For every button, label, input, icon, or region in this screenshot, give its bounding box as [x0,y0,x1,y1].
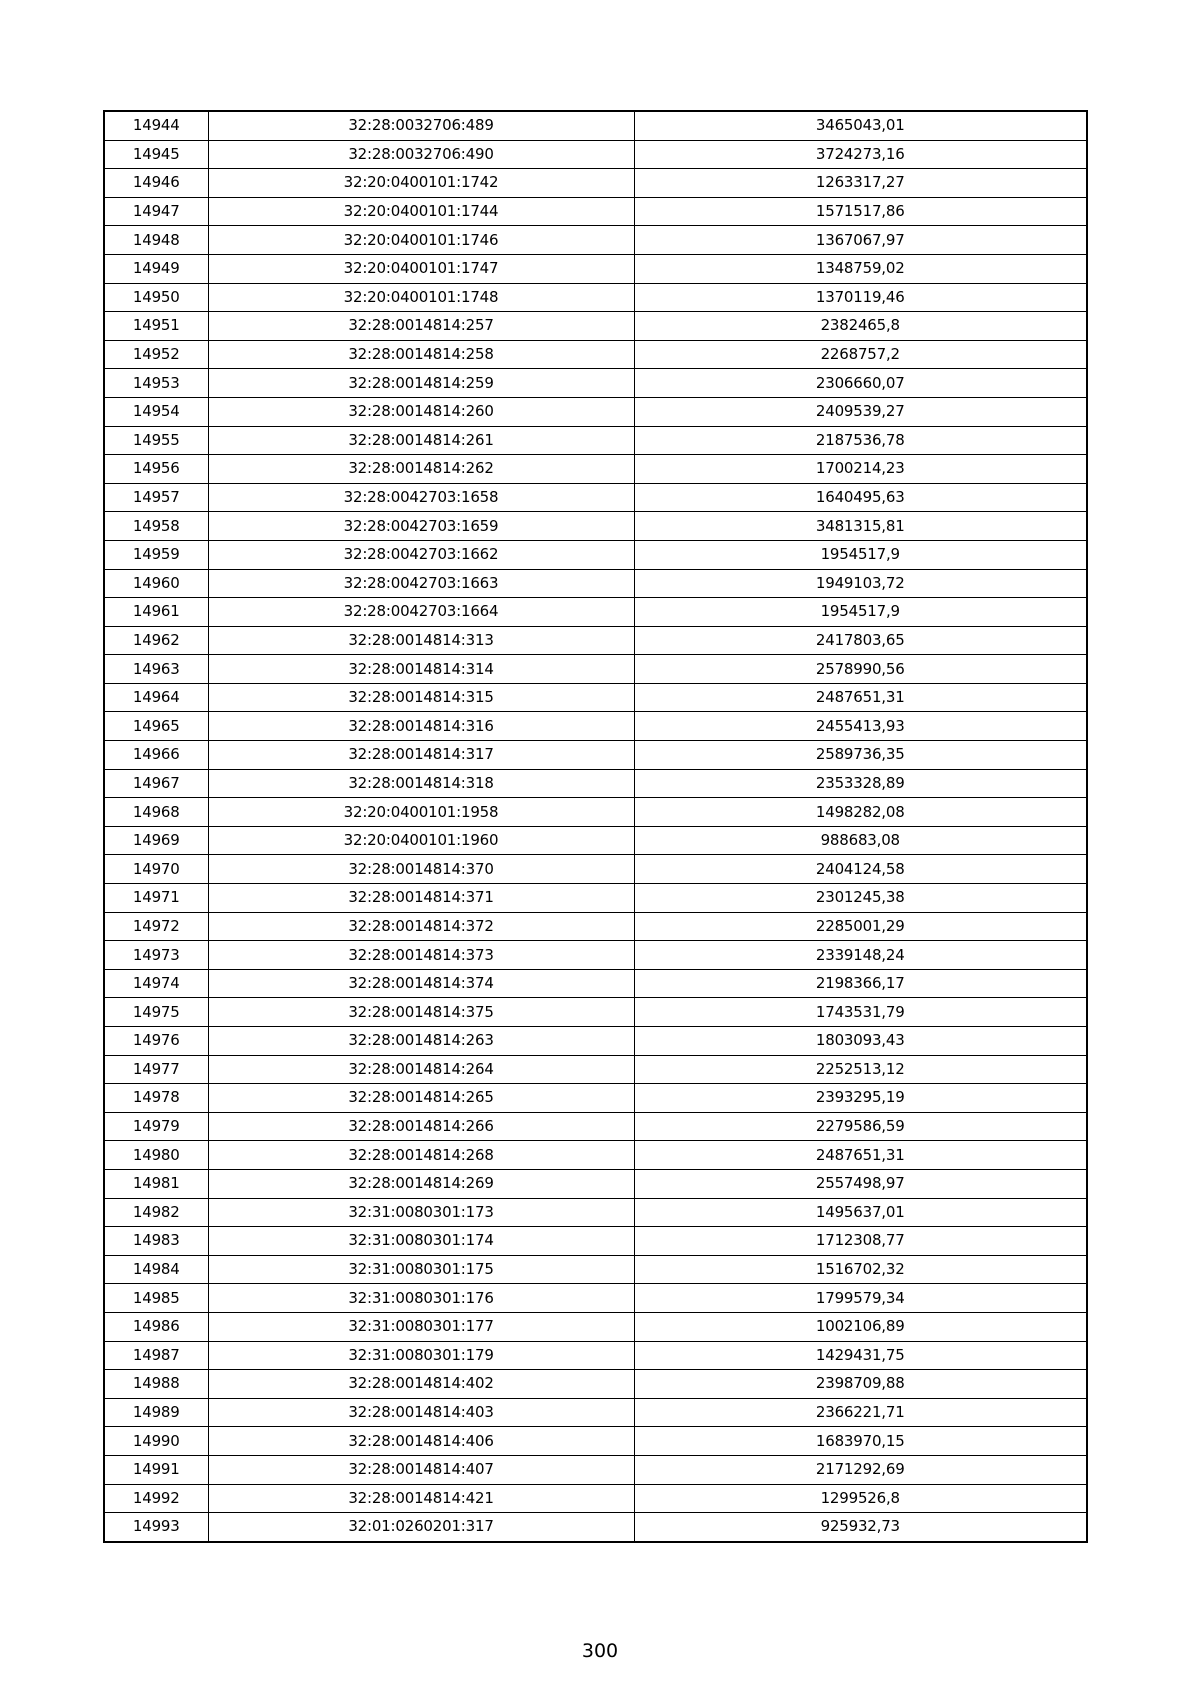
table-row [104,1055,1087,1084]
row-number-cell: 14963 [104,655,208,684]
cadastral-value-cell: 2382465,8 [634,312,1087,341]
row-number-cell: 14970 [104,855,208,884]
cadastral-number-cell: 32:28:0014814:371 [208,884,634,913]
row-number-cell: 14971 [104,884,208,913]
cadastral-value-cell: 1640495,63 [634,483,1087,512]
row-number-cell: 14961 [104,598,208,627]
row-number-cell: 14992 [104,1484,208,1513]
table-row [104,826,1087,855]
cadastral-value-cell: 2279586,59 [634,1112,1087,1141]
cadastral-number-cell: 32:28:0014814:403 [208,1398,634,1427]
table-row [104,941,1087,970]
cadastral-number-cell: 32:20:0400101:1742 [208,169,634,198]
table-row [104,912,1087,941]
cadastral-number-cell: 32:28:0014814:266 [208,1112,634,1141]
table-row [104,169,1087,198]
row-number-cell: 14967 [104,769,208,798]
row-number-cell: 14951 [104,312,208,341]
cadastral-value-cell: 2252513,12 [634,1055,1087,1084]
cadastral-number-cell: 32:28:0032706:489 [208,111,634,140]
cadastral-value-table [103,110,1088,1543]
row-number-cell: 14977 [104,1055,208,1084]
cadastral-number-cell: 32:28:0014814:374 [208,969,634,998]
table-row [104,626,1087,655]
table-row [104,798,1087,827]
cadastral-number-cell: 32:28:0014814:421 [208,1484,634,1513]
table-row [104,1084,1087,1113]
row-number-cell: 14976 [104,1027,208,1056]
row-number-cell: 14954 [104,397,208,426]
row-number-cell: 14953 [104,369,208,398]
cadastral-number-cell: 32:31:0080301:179 [208,1341,634,1370]
cadastral-number-cell: 32:20:0400101:1744 [208,197,634,226]
cadastral-number-cell: 32:28:0014814:257 [208,312,634,341]
cadastral-number-cell: 32:20:0400101:1748 [208,283,634,312]
cadastral-value-cell: 1429431,75 [634,1341,1087,1370]
cadastral-value-cell: 3724273,16 [634,140,1087,169]
cadastral-number-cell: 32:28:0014814:263 [208,1027,634,1056]
row-number-cell: 14983 [104,1227,208,1256]
row-number-cell: 14968 [104,798,208,827]
row-number-cell: 14984 [104,1255,208,1284]
row-number-cell: 14944 [104,111,208,140]
table-row [104,598,1087,627]
table-row [104,1427,1087,1456]
cadastral-number-cell: 32:31:0080301:174 [208,1227,634,1256]
table-row [104,1455,1087,1484]
row-number-cell: 14948 [104,226,208,255]
cadastral-number-cell: 32:28:0014814:262 [208,455,634,484]
row-number-cell: 14988 [104,1370,208,1399]
table-row [104,540,1087,569]
table-row [104,655,1087,684]
cadastral-value-cell: 1712308,77 [634,1227,1087,1256]
table-row [104,969,1087,998]
cadastral-number-cell: 32:01:0260201:317 [208,1513,634,1542]
cadastral-value-cell: 1949103,72 [634,569,1087,598]
row-number-cell: 14946 [104,169,208,198]
cadastral-value-cell: 1367067,97 [634,226,1087,255]
cadastral-value-cell: 2557498,97 [634,1169,1087,1198]
table-row [104,741,1087,770]
cadastral-value-cell: 1799579,34 [634,1284,1087,1313]
cadastral-value-cell: 2339148,24 [634,941,1087,970]
cadastral-value-cell: 2578990,56 [634,655,1087,684]
cadastral-number-cell: 32:20:0400101:1746 [208,226,634,255]
cadastral-number-cell: 32:28:0014814:316 [208,712,634,741]
cadastral-value-cell: 1571517,86 [634,197,1087,226]
cadastral-value-cell: 2353328,89 [634,769,1087,798]
table-row [104,455,1087,484]
cadastral-number-cell: 32:28:0042703:1658 [208,483,634,512]
cadastral-value-cell: 2393295,19 [634,1084,1087,1113]
row-number-cell: 14962 [104,626,208,655]
table-row [104,1484,1087,1513]
row-number-cell: 14982 [104,1198,208,1227]
row-number-cell: 14955 [104,426,208,455]
row-number-cell: 14957 [104,483,208,512]
cadastral-number-cell: 32:28:0014814:317 [208,741,634,770]
table-row [104,340,1087,369]
table-row [104,283,1087,312]
cadastral-value-cell: 1263317,27 [634,169,1087,198]
table-row [104,512,1087,541]
row-number-cell: 14993 [104,1513,208,1542]
cadastral-number-cell: 32:28:0042703:1663 [208,569,634,598]
cadastral-value-cell: 3465043,01 [634,111,1087,140]
cadastral-number-cell: 32:28:0042703:1664 [208,598,634,627]
row-number-cell: 14966 [104,741,208,770]
row-number-cell: 14947 [104,197,208,226]
cadastral-value-cell: 2404124,58 [634,855,1087,884]
row-number-cell: 14973 [104,941,208,970]
cadastral-value-cell: 2171292,69 [634,1455,1087,1484]
row-number-cell: 14972 [104,912,208,941]
table-row [104,998,1087,1027]
row-number-cell: 14978 [104,1084,208,1113]
cadastral-number-cell: 32:28:0014814:370 [208,855,634,884]
cadastral-value-cell: 2366221,71 [634,1398,1087,1427]
cadastral-value-cell: 988683,08 [634,826,1087,855]
row-number-cell: 14945 [104,140,208,169]
cadastral-number-cell: 32:28:0014814:375 [208,998,634,1027]
row-number-cell: 14987 [104,1341,208,1370]
cadastral-number-cell: 32:28:0032706:490 [208,140,634,169]
row-number-cell: 14980 [104,1141,208,1170]
table-row [104,712,1087,741]
cadastral-value-cell: 2301245,38 [634,884,1087,913]
table-row [104,1169,1087,1198]
table-row [104,140,1087,169]
row-number-cell: 14989 [104,1398,208,1427]
table-row [104,226,1087,255]
table-row [104,1370,1087,1399]
table-row [104,769,1087,798]
cadastral-number-cell: 32:28:0014814:407 [208,1455,634,1484]
cadastral-number-cell: 32:28:0014814:259 [208,369,634,398]
cadastral-number-cell: 32:20:0400101:1747 [208,254,634,283]
cadastral-value-cell: 1516702,32 [634,1255,1087,1284]
cadastral-value-cell: 2455413,93 [634,712,1087,741]
cadastral-value-cell: 1954517,9 [634,540,1087,569]
cadastral-number-cell: 32:28:0014814:402 [208,1370,634,1399]
table-row [104,1227,1087,1256]
table-row [104,855,1087,884]
cadastral-number-cell: 32:28:0014814:269 [208,1169,634,1198]
cadastral-number-cell: 32:31:0080301:177 [208,1312,634,1341]
row-number-cell: 14952 [104,340,208,369]
table-row [104,1312,1087,1341]
cadastral-number-cell: 32:28:0014814:318 [208,769,634,798]
cadastral-number-cell: 32:28:0014814:268 [208,1141,634,1170]
table-row [104,1513,1087,1542]
table-body [104,111,1087,1542]
row-number-cell: 14959 [104,540,208,569]
cadastral-value-cell: 2487651,31 [634,683,1087,712]
cadastral-value-cell: 925932,73 [634,1513,1087,1542]
page-number: 300 [581,1640,619,1662]
cadastral-number-cell: 32:28:0014814:315 [208,683,634,712]
table-row [104,1398,1087,1427]
table-row [104,312,1087,341]
row-number-cell: 14985 [104,1284,208,1313]
table-row [104,683,1087,712]
cadastral-value-cell: 2285001,29 [634,912,1087,941]
cadastral-number-cell: 32:28:0014814:264 [208,1055,634,1084]
row-number-cell: 14986 [104,1312,208,1341]
table-row [104,426,1087,455]
row-number-cell: 14990 [104,1427,208,1456]
cadastral-value-cell: 1498282,08 [634,798,1087,827]
cadastral-number-cell: 32:28:0042703:1662 [208,540,634,569]
cadastral-value-cell: 1002106,89 [634,1312,1087,1341]
cadastral-value-cell: 2187536,78 [634,426,1087,455]
row-number-cell: 14960 [104,569,208,598]
table-row [104,1198,1087,1227]
row-number-cell: 14975 [104,998,208,1027]
table-row [104,1284,1087,1313]
row-number-cell: 14965 [104,712,208,741]
table-row [104,111,1087,140]
cadastral-number-cell: 32:28:0014814:265 [208,1084,634,1113]
cadastral-number-cell: 32:20:0400101:1958 [208,798,634,827]
row-number-cell: 14964 [104,683,208,712]
table-row [104,397,1087,426]
table-row [104,197,1087,226]
table-row [104,569,1087,598]
cadastral-number-cell: 32:28:0014814:258 [208,340,634,369]
cadastral-number-cell: 32:28:0014814:313 [208,626,634,655]
row-number-cell: 14956 [104,455,208,484]
cadastral-value-cell: 1700214,23 [634,455,1087,484]
cadastral-number-cell: 32:28:0014814:314 [208,655,634,684]
table-row [104,1112,1087,1141]
table-row [104,884,1087,913]
table-row [104,483,1087,512]
row-number-cell: 14981 [104,1169,208,1198]
cadastral-value-cell: 1370119,46 [634,283,1087,312]
cadastral-number-cell: 32:28:0014814:406 [208,1427,634,1456]
cadastral-number-cell: 32:31:0080301:175 [208,1255,634,1284]
cadastral-value-cell: 2306660,07 [634,369,1087,398]
cadastral-number-cell: 32:31:0080301:173 [208,1198,634,1227]
cadastral-number-cell: 32:28:0014814:261 [208,426,634,455]
cadastral-value-cell: 1348759,02 [634,254,1087,283]
table-row [104,254,1087,283]
cadastral-value-cell: 2417803,65 [634,626,1087,655]
table-row [104,1141,1087,1170]
cadastral-number-cell: 32:28:0014814:260 [208,397,634,426]
cadastral-number-cell: 32:28:0014814:373 [208,941,634,970]
cadastral-number-cell: 32:31:0080301:176 [208,1284,634,1313]
row-number-cell: 14949 [104,254,208,283]
cadastral-value-cell: 1299526,8 [634,1484,1087,1513]
cadastral-value-cell: 2268757,2 [634,340,1087,369]
row-number-cell: 14974 [104,969,208,998]
cadastral-value-cell: 2487651,31 [634,1141,1087,1170]
cadastral-value-cell: 2198366,17 [634,969,1087,998]
cadastral-number-cell: 32:20:0400101:1960 [208,826,634,855]
cadastral-value-cell: 1495637,01 [634,1198,1087,1227]
cadastral-value-cell: 2398709,88 [634,1370,1087,1399]
cadastral-value-cell: 1954517,9 [634,598,1087,627]
row-number-cell: 14969 [104,826,208,855]
row-number-cell: 14958 [104,512,208,541]
cadastral-value-cell: 1683970,15 [634,1427,1087,1456]
row-number-cell: 14991 [104,1455,208,1484]
table-row [104,369,1087,398]
cadastral-value-cell: 2589736,35 [634,741,1087,770]
row-number-cell: 14979 [104,1112,208,1141]
cadastral-number-cell: 32:28:0042703:1659 [208,512,634,541]
table-row [104,1341,1087,1370]
cadastral-value-cell: 1743531,79 [634,998,1087,1027]
table-row [104,1255,1087,1284]
cadastral-number-cell: 32:28:0014814:372 [208,912,634,941]
cadastral-value-cell: 2409539,27 [634,397,1087,426]
cadastral-value-cell: 3481315,81 [634,512,1087,541]
cadastral-value-cell: 1803093,43 [634,1027,1087,1056]
row-number-cell: 14950 [104,283,208,312]
table-row [104,1027,1087,1056]
